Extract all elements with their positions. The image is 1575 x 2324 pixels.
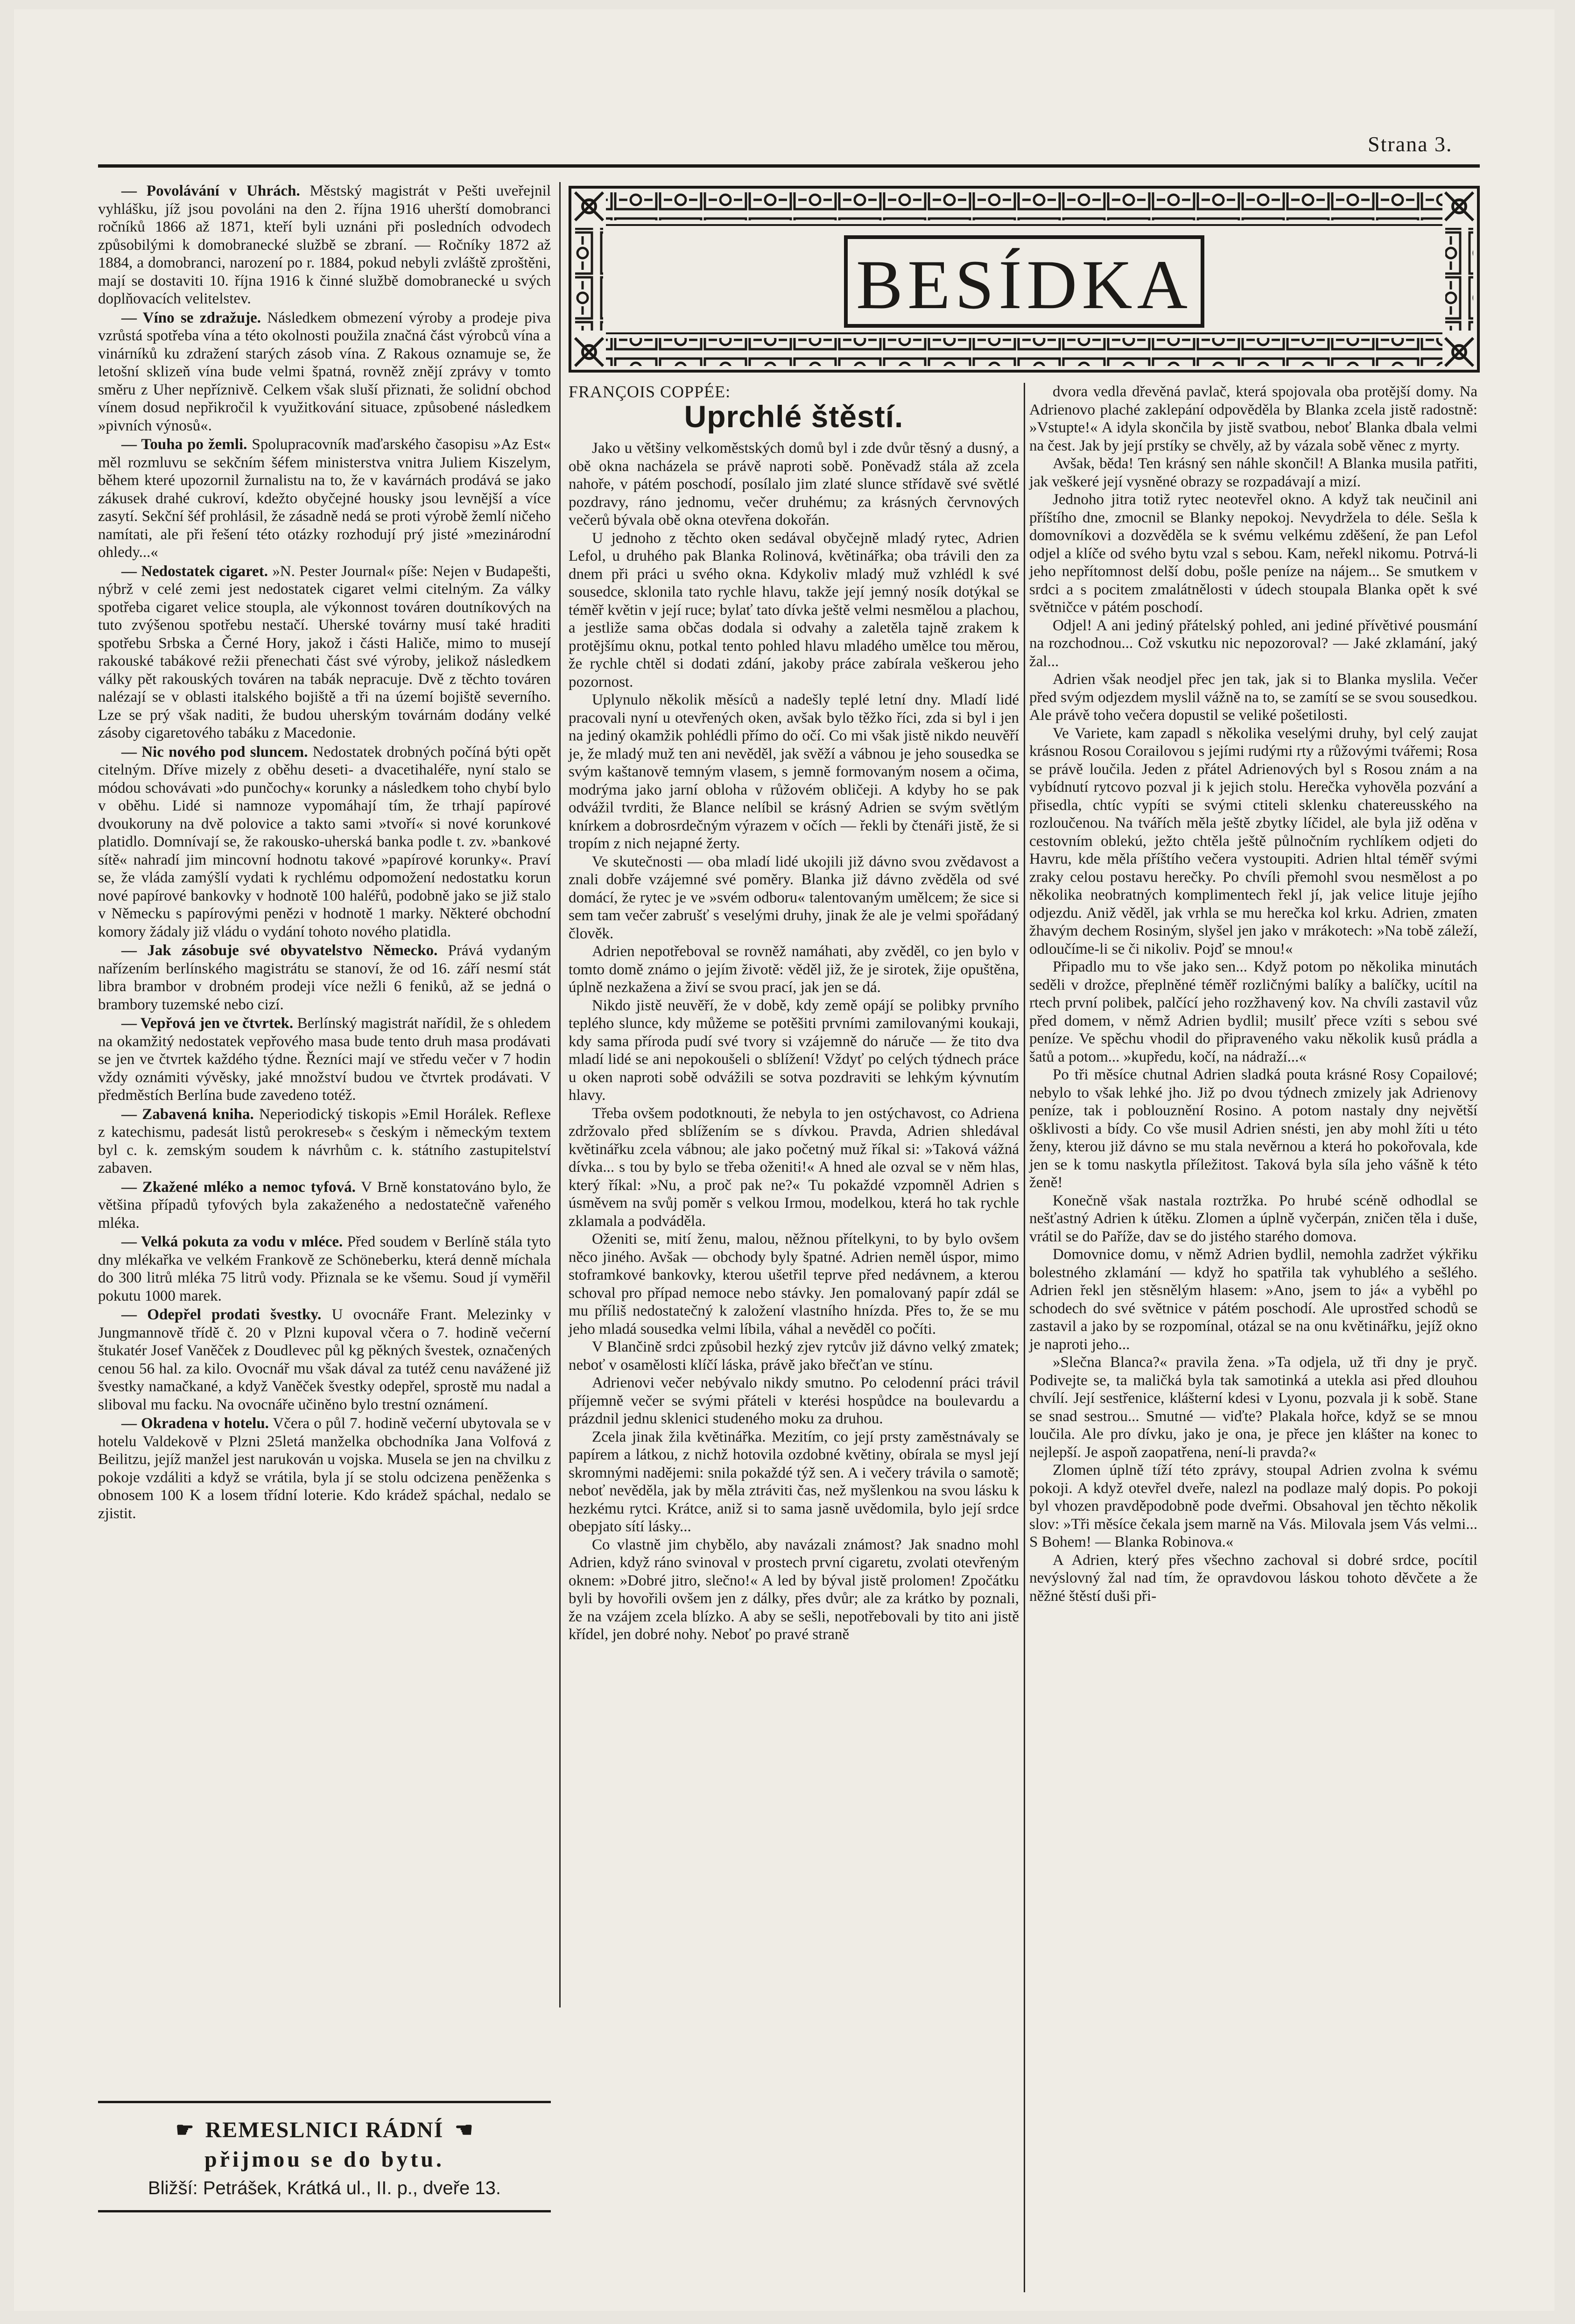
story-paragraph: Avšak, běda! Ten krásný sen náhle skončil! A Blanka musila patřiti, jak veškeré její vysněné obrazy se rozpadávají a mizí.: [1029, 455, 1477, 490]
story-paragraph: dvora vedla dřevěná pavlač, která spojovala oba protější domy. Na Adrienovo plaché zaklepání odpověděla by Blanka zcela jistě radostně: »Vstupte!« A idyla skončila by jistě svatbou, neboť Blanka dbala velmi na čest. Jak by její prstíky se chvěly, až by vázala sobě věnec z myrty.: [1029, 383, 1477, 454]
news-text: V Brně konstatováno bylo, že většina případů tyfových byla zakaženého a nedostatečně vařeného mléka.: [98, 1178, 551, 1232]
story-paragraph: Připadlo mu to vše jako sen... Když potom po několika minutách seděli v drožce, přeplněné téměř rozličnými balíky a balíčky, ucítil na rtech první polibek, palčící jeho rozžhavený kov. Na chvíli zastavil vůz před domem, v němž Adrien bydlil; musilť přece vzíti s sebou své peníze. Ve spěchu vhodil do připraveného vaku několik kusů prádla a šatů a potom... »kupředu, kočí, na nádraží...«: [1029, 958, 1477, 1065]
news-headline: — Povolávání v Uhrách.: [121, 183, 300, 199]
news-text: »N. Pester Journal« píše: Nejen v Budapešti, nýbrž v celé zemi jest nedostatek cigaret velmi citelným. Za války spotřeba cigaret velice stoupla, ale výkonnost továren doutníkových na tuto zvýšenou spotřebu nestačí. Uherské továrny musí také hraditi spotřebu Srbska a Černé Hory, jakož i části Haliče, mimo to musejí rakouské tabákové režii přenechati část své výroby, jelikož následkem války pět rakouských továren na tabák nepracuje. Dvě z těchto továren nalézají se v oblasti italského bojiště a tři na území bojiště severního. Lze se prý však naditi, že budou uherským továrnám dodány velké zásoby cigaretového tabáku z Macedonie.: [98, 563, 551, 741]
news-item: [98, 743, 551, 941]
story-paragraph: Ve skutečnosti — oba mladí lidé ukojili již dávno svou zvědavost a znali dobře vzájemné své poměry. Blanka již dávno zvěděla od své domácí, že rytec je ve »svém odboru« talentovaným umělcem; že sice si sem tam večer zabrušť s veselými druhy, jinak že ale je velmi spořádaný člověk.: [569, 853, 1019, 942]
story-paragraph: Ve Variete, kam zapadl s několika veselými druhy, byl celý zaujat krásnou Rosou Corailovou s jejími rudými rty a růžovými tvářemi; Rosa se právě loučila. Jeden z přátel Adrienových byl s Rosou znám a na vybídnutí rytcovo pozval ji k jejich stolu. Herečka vyhověla pozvání a přisedla, chtíc vypíti se svými ctiteli sklenku chatereusského na rozloučenou. Na tvářích měla ještě zbytky líčidel, ale byla již oděna v cestovním oblekú, ježto chtěla ještě půlnočním rychlíkem odjeti do Havru, kde měla příštího večera vystoupiti. Adrien hltal téměř svými zraky celou postavu herečky. Po chvíli přemohl svou nesmělost a po několika neobratných komplimentech řekl jí, jak velice lituje jejího odjezdu. Aniž věděl, jak vrhla se mu herečka kol krku. Adrien, zmaten žhavým dechem Rosiným, slyšel jen jako v mrákotech: »Na tobě záleží, odloučíme-li se či nikoliv. Pojď se mnou!«: [1029, 725, 1477, 958]
news-item: [98, 182, 551, 308]
news-text: Městský magistrát v Pešti uveřejnil vyhlášku, jíž jsou povoláni na den 2. října 1916 uherští domobranci ročníků 1866 až 1871, kteří byli uznáni při posledních odvodech způsobilými k domobranecké službě se zbraní. — Ročníky 1872 až 1884, a domobranci, narození po r. 1884, pokud nebyli zvláště zproštěni, mají se dostaviti 10. října 1916 k činné službě domobranecké u svých doplňovacích velitelstev.: [98, 183, 551, 307]
story-paragraph: Jako u většiny velkoměstských domů byl i zde dvůr těsný a dusný, a obě okna nacházela se právě naproti sobě. Poněvadž stála až zcela nahoře, v pátém poschodí, posílalo jim zlaté slunce střídavě své světlé pozdravy, ráno jednomu, večer druhému; za krásných červnových večerů bývala obě okna otevřena dokořán.: [569, 440, 1019, 528]
news-item: [98, 1306, 551, 1414]
advertisement-box: [98, 2101, 551, 2212]
news-headline: — Jak zásobuje své obyvatelstvo Německo.: [121, 942, 438, 959]
story-title: Uprchlé štěstí.: [684, 399, 904, 434]
news-headline: — Okradena v hotelu.: [121, 1415, 269, 1432]
news-item: [98, 563, 551, 742]
news-headline: — Vepřová jen ve čtvrtek.: [121, 1015, 294, 1032]
pointing-hand-icon: ☛: [176, 2119, 195, 2141]
ad-address: Bližší: Petrášek, Krátká ul., II. p., dveře 13.: [148, 2178, 501, 2198]
news-text: Následkem obmezení výroby a prodeje piva vzrůstá spotřeba vína a této okolnosti použila značná část výrobců vína a vinárníků ku zdražení starých zásob vína. Z Rakous oznamuje se, že letošní sklizeň vína bude velmi špatná, rovněž znějí zprávy v tomto směru z Uher nepříznivě. Celkem však sluší přiznati, že solidní obchod vínem dosud nepřikročil k využitkování situace, způsobené následkem »pivních výnosů«.: [98, 309, 551, 434]
story-paragraph: Po tři měsíce chutnal Adrien sladká pouta krásné Rosy Copailové; nebylo to však lehké jho. Již po dvou týdnech zmizely jak Adrienovy peníze, tak i poblouznění Rosino. A potom nastaly dny největší ošklivosti a bídy. Co vše musil Adrien snésti, jen aby mohl žíti u této ženy, kterou již dávno se mu stala nevěrnou a která ho pokořovala, kde jen se k tomu naskytla příležitost. Taková byla síla jeho vášně k této ženě!: [1029, 1066, 1477, 1191]
news-item: [98, 1415, 551, 1522]
ad-bottom-rule: [98, 2210, 551, 2212]
story-paragraph: Nikdo jistě neuvěří, že v době, kdy země opájí se polibky prvního teplého slunce, kdy můžeme se potěšiti prvními zamilovanými koukaji, kdy sama příroda pudí své tvory si vzájemně do náruče — že tito dva mladí lidé se ani nepokoušeli o sblížení! Vždyť po celých týdnech práce u oken naproti sobě odvážili se sotva pozdraviti se lehkým kývnutím hlavy.: [569, 997, 1019, 1104]
story-paragraph: Konečně však nastala roztržka. Po hrubé scéně odhodlal se nešťastný Adrien k útěku. Zlomen a úplně vyčerpán, zničen těla i duše, vrátil se do Paříže, dav se do jistého starého domova.: [1029, 1192, 1477, 1245]
news-column: [98, 182, 551, 1523]
pointing-hand-icon: ☛: [454, 2119, 473, 2141]
header-rule: [98, 164, 1480, 168]
story-paragraph: U jednoho z těchto oken sedával obyčejně mladý rytec, Adrien Lefol, u druhého pak Blanka Rolinová, květinářka; oba trávili den za dnem při práci u svého okna. Kdykoliv mladý muž vzhlédl k své sousedce, sklonila tato rychle hlavu, takže její jemný nosík dotýkal se téměř květin v její ruce; bylať tato dívka ještě velmi nesmělou a plachou, a jestliže sama občas dodala si odvahy a zaletěla tajně zrakem k protějšímu oknu, potkal tento pohled hlavu mladého umělce tou měrou, že rychle chtěl si dodati zdání, jakoby práce zabírala veškerou jeho pozornost.: [569, 529, 1019, 690]
news-text: Neperiodický tiskopis »Emil Horálek. Reflexe z katechismu, padesát listů perokreseb« s českým i německým textem byl c. k. zemským soudem k návrhům c. k. státního zastupitelství zabaven.: [98, 1106, 551, 1176]
ad-top-rule: [98, 2101, 551, 2103]
story-paragraph: Jednoho jitra totiž rytec neotevřel okno. A když tak neučinil ani příštího dne, zmocnil se Blanky nepokoj. Nevydržela to déle. Sešla k domovníkovi a dozvěděla se k svému velkému zděšení, že pan Lefol odjel a klíče od svého bytu vzal s sebou. Kam, neřekl nikomu. Potrvá-li jeho nepřítomnost delší dobu, pošle peníze na nájem... Se smutkem v srdci a s pocitem zmalátnělosti v údech stoupala Blanka opět k své světničce v pátém poschodí.: [1029, 491, 1477, 616]
news-headline: — Nic nového pod sluncem.: [121, 743, 308, 761]
news-text: Nedostatek drobných počíná býti opět citelným. Dříve mizely z oběhu deseti- a dvacetihaléře, nyní stalo se módou schovávati »do punčochy« korunky a následkem toho chybí bylo v oběhu. Lidé si namnoze vypomáhají tím, že trhají papírové dvoukoruny na dvě polovice a takto sami »tvoří« si nové korunkové platidlo. Domnívají se, že rakousko-uherská banka podle t. zv. »bankové sítě« nahradí jim mincovní hodnotu takové »papírové korunky«. Praví se, že vláda zamýšlí vydati k rychlému odpomožení nedostatku korun nové papírové bankovky v hodnotě 100 haléřů, podobně jako se již stalo v Německu s papírovými penězi v hodnotě 1 marky. Některé obchodní komory žádaly již vládu o vydání tohoto nového platidla.: [98, 743, 551, 940]
story-paragraph: Adrien nepotřeboval se rovněž namáhati, aby zvěděl, co jen bylo v tomto domě známo o jejím životě: věděl již, že je sirotek, žije opuštěna, úplně nezkažena a živí se svou prací, jak jen se dá.: [569, 943, 1019, 996]
news-text: Před soudem v Berlíně stála tyto dny mlékařka ve velkém Frankově ze Schöneberku, která denně míchala do 300 litrů mléka 75 litrů vody. Přiznala se ke všemu. Soud jí vyměřil pokutu 1000 marek.: [98, 1233, 551, 1304]
page-number: Strana 3.: [1368, 132, 1453, 156]
news-text: Berlínský magistrát nařídil, že s ohledem na okamžitý nedostatek vepřového masa bude tento druh masa prodávati se jen ve čtvrtek každého týdne. Řezníci mají ve středu večer v 7 hodin vždy oznámiti vývěsky, jaké množství budou ve čtvrtek prodávati. V předměstích Berlína bude zavedeno totéž.: [98, 1015, 551, 1104]
news-headline: — Nedostatek cigaret.: [121, 563, 268, 580]
news-text: U ovocnáře Frant. Melezinky v Jungmannově třídě č. 20 v Plzni kupoval včera o 7. hodině večerní štukatér Josef Vaněček z Doudlevec půl kg pěkných švestek, označených cenou 56 hal. za kilo. Ovocnář mu však dával za tutéž cenu navážené již švestky namačkané, a když Vaněček švestky odepřel, sprostě mu nadal a sliboval mu facku. Na ovocnáře učiněno bylo trestní oznámení.: [98, 1306, 551, 1413]
story-author: FRANÇOIS COPPÉE:: [569, 382, 731, 401]
story-paragraph: A Adrien, který přes všechno zachoval si dobré srdce, pocítil nevýslovný žal nad tím, že opravdovou láskou tohoto děvčete a že něžné štěstí duši při-: [1029, 1551, 1477, 1605]
ad-title-row: [98, 2117, 551, 2143]
story-paragraph: Domovnice domu, v němž Adrien bydlil, nemohla zadržet výkřiku bolestného zklamání — když ho spatřila tak vyhublého a sešlého. Adrien řekl jen stěsnělým hlasem: »Ano, jsem to já« a vyběhl po schodech do své světnice v pátém poschodí. Ale uprostřed schodů se zastavil a jako by se rozpomínal, otázal se na onu květinářku, jejíž okno je naproti jeho...: [1029, 1246, 1477, 1353]
news-headline: — Odepřel prodati švestky.: [121, 1306, 322, 1323]
story-paragraph: Třeba ovšem podotknouti, že nebyla to jen ostýchavost, co Adriena zdržovalo před sblížením se s dívkou. Pravda, Adrien shledával květinářku zcela vábnou; ale jako početný muž říkal si: »Taková vážná dívka... s tou by bylo se třeba oženiti!« A hned ale ozval se v něm hlas, který říkal: »Nu, a proč pak ne?« Tu pokaždé vzpomněl Adrien s úsměvem na svůj poměr s velkou Irmou, modelkou, která ho tak rychle zklamala a podváděla.: [569, 1105, 1019, 1230]
ad-subtitle: přijmou se do bytu.: [204, 2147, 445, 2172]
column-divider: [1024, 383, 1025, 2292]
column-divider: [559, 182, 561, 2007]
story-paragraph: »Slečna Blanca?« pravila žena. »Ta odjela, už tři dny je pryč. Podivejte se, ta maličká byla tak samotinká a utekla asi před dlouhou chvílí. Její sestřenice, klášterní kdesi v Lyonu, pozvala ji k sobě. Stane se snad sestrou... Smutné — viďte? Plakala hořce, když se se mnou loučila. Ale pro dívku, jako je ona, je přece jen klášter na konec to nejlepší. Je aspoň zaopatřena, není-li pravda?«: [1029, 1354, 1477, 1461]
story-paragraph: Adrien však neodjel přec jen tak, jak si to Blanka myslila. Večer před svým odjezdem myslil vážně na to, se zamítí se se svou sousedkou. Ale právě toho večera dopustil se veliké pošetilosti.: [1029, 671, 1477, 724]
news-item: [98, 942, 551, 1014]
story-column-right: [1029, 383, 1477, 1605]
story-paragraph: Oženiti se, mití ženu, malou, něžnou přítelkyni, to by bylo ovšem něco jiného. Avšak — obchody byly špatné. Adrien neměl úspor, mimo stoframkové bankovky, kterou ušetřil teprve před nedávnem, a kterou schoval pro případ nemoce nebo stávky. Jen pomalovaný papír zdál se mu příliš nedostatečný k založení vlastního hnízda. Přes to, že se mu jeho mladá sousedka velmi líbila, váhal a nevěděl co počíti.: [569, 1231, 1019, 1338]
news-headline: — Touha po žemli.: [121, 436, 247, 453]
news-headline: — Velká pokuta za vodu v mléce.: [121, 1233, 343, 1250]
news-headline: — Zkažené mléko a nemoc tyfová.: [121, 1178, 356, 1196]
story-paragraph: V Blančině srdci způsobil hezký zjev rytcův již dávno velký zmatek; neboť v osamělosti klíčí láska, právě jako břečťan ve stínu.: [569, 1338, 1019, 1373]
story-paragraph: Uplynulo několik měsíců a nadešly teplé letní dny. Mladí lidé pracovali nyní u otevřených oken, avšak bylo těžko říci, zda si byl i jen na jediný okamžik pohlédli přímo do očí. Co mi však jistě nikdo neuvěří je, že mladý muž ten ani nevěděl, jak svěží a vábnou je jeho sousedka se svým kaštanově temným vlasem, s jemně formovaným nosem a očima, modrýma jako jarní obloha v růžovém obličeji. A kdyby ho se pak odvážil tvrditi, že Blance nelíbil se krásný Adrien se svým světlým knírkem a dobrosrdečným výrazem v očích — řekli by čtenáři jistě, že si tropím z nich nejapné žerty.: [569, 691, 1019, 852]
story-paragraph: Zlomen úplně tíží této zprávy, stoupal Adrien zvolna k svému pokoji. A když otevřel dveře, nalezl na podlaze malý dopis. Po pokoji byl vhozen pravděpodobně pode dveřmi. Obsahoval jen těchto několik slov: »Tři měsíce čekala jsem marně na Vás. Milovala jsem Vás velmi... S Bohem! — Blanka Robinova.«: [1029, 1462, 1477, 1550]
besidka-title: BESÍDKA: [856, 246, 1193, 324]
news-text: Včera o půl 7. hodině večerní ubytovala se v hotelu Valdekově v Plzni 25letá manželka obchodníka Jana Volfová z Beilitzu, jejíž manžel jest narukován u vojska. Musela se jen na chvilku z pokoje vzdáliti a když se vrátila, byla jí se stolu odcizena peněženka s obnosem 100 K a losem třídní loterie. Kdo krádež spáchal, nedalo se zjistit.: [98, 1415, 551, 1522]
news-item: [98, 436, 551, 562]
story-column-left: [569, 383, 1019, 1644]
news-item: [98, 1014, 551, 1105]
news-headline: — Víno se zdražuje.: [121, 309, 261, 326]
ad-title: REMESLNICI RÁDNÍ: [205, 2118, 444, 2142]
news-item: [98, 1106, 551, 1177]
news-item: [98, 1178, 551, 1232]
story-paragraph: Adrienovi večer nebývalo nikdy smutno. Po celodenní práci trávil příjemně večer se svými přáteli v kterési hospůdce na boulevardu a prázdnil jednu sklenici studeného moku za druhou.: [569, 1374, 1019, 1427]
news-text: Prává vydaným nařízením berlínského magistrátu se stanoví, že od 16. září nesmí stát libra brambor v drobném prodeji více nežli 6 feniků, až se jedná o brambory tuzemské nebo cizí.: [98, 942, 551, 1013]
story-text-left: [569, 439, 1019, 1644]
story-paragraph: Odjel! A ani jediný přátelský pohled, ani jediné přívětivé pousmání na rozchodnou... Což vskutku nic nepozoroval? — Jaké zklamání, jaký žal...: [1029, 617, 1477, 670]
news-headline: — Zabavená kniha.: [121, 1106, 254, 1123]
news-item: [98, 1233, 551, 1305]
news-text: Spolupracovník maďarského časopisu »Az Est« měl rozmluvu se sekčním šéfem ministerstva vnitra Juliem Kiszelym, během které upozornil žurnalistu na to, že v kavárnách prodává se jako zákusek drahé cukroví, kdežto obyčejné housky jsou levnější a více zasytí. Sekční šéf prohlásil, že zásadně nedá se proti výrobě žemlí ničeho namítati, ale při řešení této otázky rozhodují prý jisté »mezinárodní ohledy...«: [98, 436, 551, 561]
story-paragraph: Co vlastně jim chybělo, aby navázali známost? Jak snadno mohl Adrien, když ráno svinoval v prostech první cigaretu, zvolati otevřeným oknem: »Dobré jitro, slečno!« A led by býval jistě prolomen! Zpočátku byli by hovořili ovšem jen z dálky, přes dvůr; ale za krátko by poznali, že na vzájem zcela blízko. A aby se sešli, nepotřebovali by tito ani jistě křídel, jen dobré nohy. Neboť po pravé straně: [569, 1536, 1019, 1643]
story-paragraph: Zcela jinak žila květinářka. Mezitím, co její prsty zaměstnávaly se papírem a látkou, z nichž hotovila ozdobné květiny, obírala se mysl její skromnými nadějemi: snila pokaždé týž sen. A i večery trávila o samotě; neboť nevěděla, jak by měla ztráviti čas, než myšlenkou na svou lásku k hezkému rytci. Krátce, aniž si to sama jasně uvědomila, bylo její srdce obepjato sítí lásky...: [569, 1428, 1019, 1535]
news-item: [98, 309, 551, 435]
